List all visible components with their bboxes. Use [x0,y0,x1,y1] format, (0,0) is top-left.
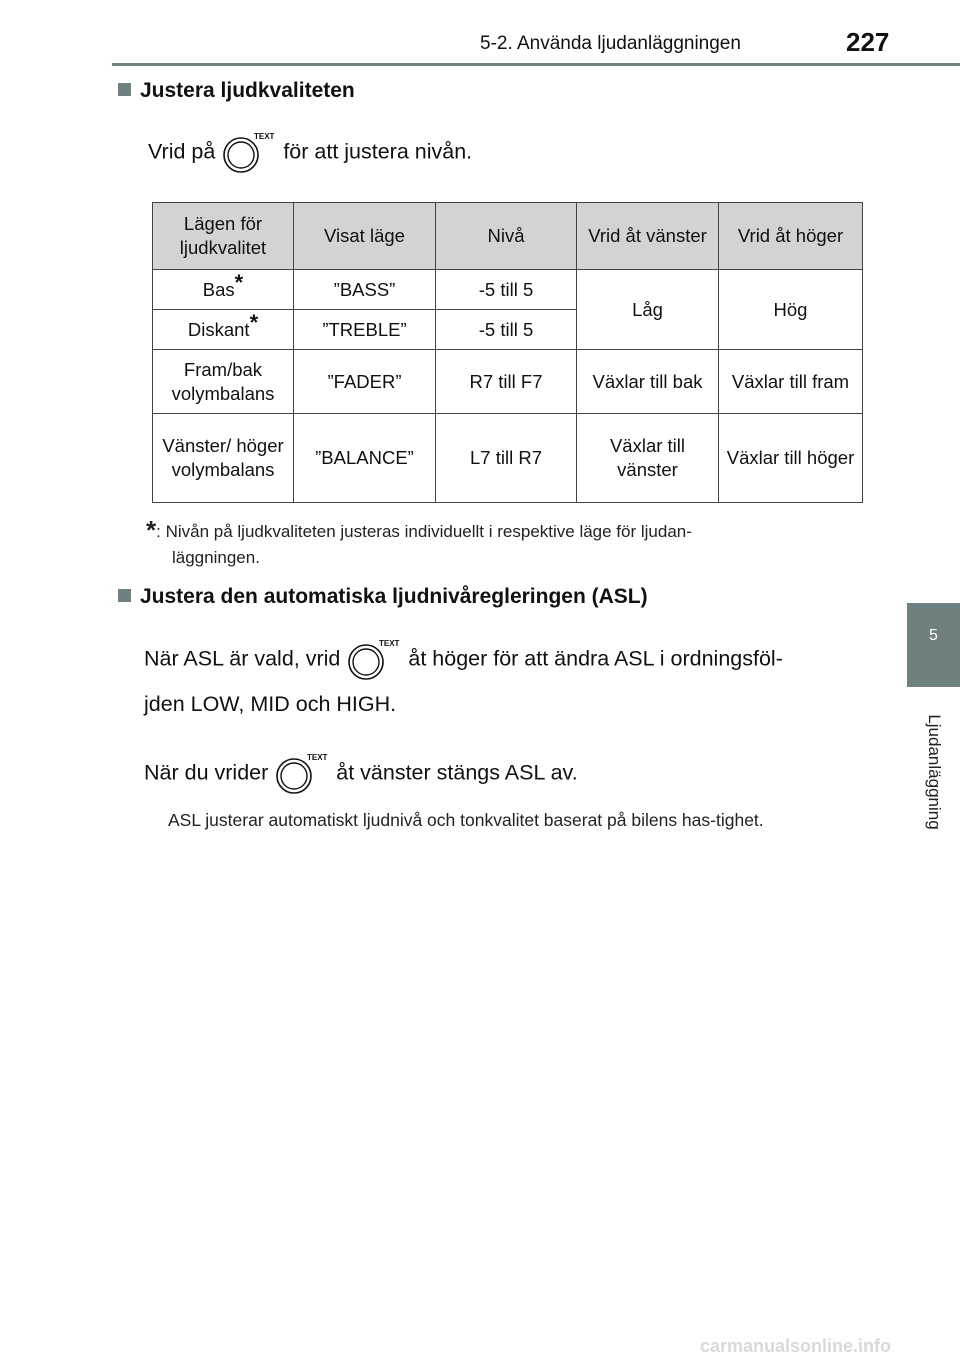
mode-cell [153,270,294,310]
mode-cell: Vänster/ höger volymbalans [153,414,294,503]
right-cell: Växlar till höger [719,414,863,503]
footnote-text: : Nivån på ljudkvaliteten justeras individuellt i respektive läge för ljudan- [156,522,692,541]
instruction-text-after: för att justera nivån. [283,139,473,164]
table-row [153,350,863,414]
level-cell: R7 till F7 [436,350,577,414]
table-row [153,270,863,310]
running-header-section: 5-2. Använda ljudanläggningen [480,33,741,54]
column-header: Vrid åt höger [719,203,863,270]
level-cell: -5 till 5 [436,270,577,310]
table-footnote [146,517,856,571]
asl-paragraph-2 [144,752,578,796]
left-cell: Låg [577,270,719,350]
chapter-tab-label: Ljudanläggning [925,714,944,830]
right-cell: Hög [719,270,863,350]
column-header: Visat läge [294,203,436,270]
display-cell: ”TREBLE” [294,310,436,350]
chapter-tab-number: 5 [929,627,938,644]
mode-cell [153,310,294,350]
footnote-marker: * [146,515,157,545]
section-heading-sound-quality [118,79,355,103]
section-heading-text: Justera den automatiska ljudnivåregleringen (ASL) [140,585,648,608]
column-header: Lägen för ljudkvalitet [153,203,294,270]
p2-text-before: När du vrider [144,760,269,785]
instruction-line [148,131,472,175]
text-knob-icon [274,752,330,796]
asl-note: ASL justerar automatiskt ljudnivå och tonkvalitet baserat på bilens has-tighet. [168,810,764,830]
level-cell: L7 till R7 [436,414,577,503]
knob-label: TEXT [379,639,400,648]
chapter-tab [907,603,960,687]
footnote-star: * [234,269,244,295]
column-header: Nivå [436,203,577,270]
watermark: carmanualsonline.info [700,1336,892,1356]
footnote-star: * [249,309,259,335]
instruction-text-before: Vrid på [148,139,216,164]
p1-text-after: åt höger för att ändra ASL i ordningsföl- [408,646,783,671]
footnote-text-cont: läggningen. [172,548,260,567]
display-cell: ”BASS” [294,270,436,310]
text-knob-icon [221,131,277,175]
p1-text-before: När ASL är vald, vrid [144,646,341,671]
section-heading-text: Justera ljudkvaliteten [140,79,355,102]
section-heading-asl [118,585,648,609]
knob-label: TEXT [254,132,275,141]
header-divider [112,63,960,66]
mode-label: Diskant [187,318,250,340]
square-bullet-icon [118,83,131,96]
column-header: Vrid åt vänster [577,203,719,270]
asl-paragraph-1-cont: jden LOW, MID och HIGH. [144,692,397,716]
square-bullet-icon [118,589,131,602]
mode-cell: Fram/bak volymbalans [153,350,294,414]
right-cell: Växlar till fram [719,350,863,414]
left-cell: Växlar till bak [577,350,719,414]
left-cell: Växlar till vänster [577,414,719,503]
mode-label: Bas [202,278,235,300]
knob-label: TEXT [307,753,328,762]
text-knob-icon [346,638,402,682]
page-number: 227 [846,27,890,57]
table-row [153,414,863,503]
p2-text-after: åt vänster stängs ASL av. [336,760,578,785]
display-cell: ”BALANCE” [294,414,436,503]
level-cell: -5 till 5 [436,310,577,350]
display-cell: ”FADER” [294,350,436,414]
asl-paragraph-1 [144,638,783,682]
sound-quality-table [152,202,863,503]
table-header-row [153,203,863,270]
